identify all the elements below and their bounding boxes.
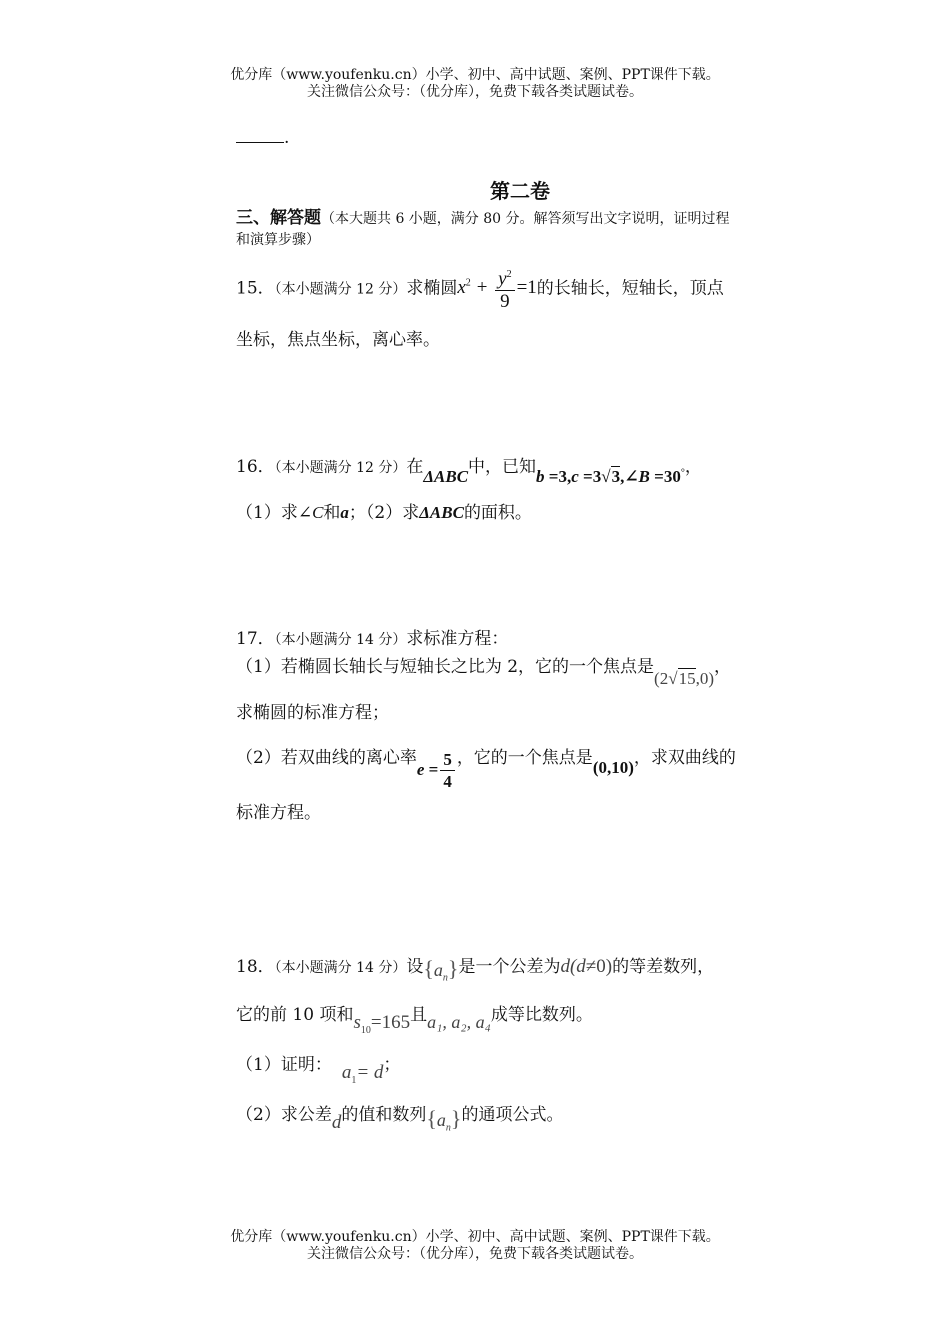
formula-x: x <box>457 277 466 299</box>
q16-parts <box>236 498 532 523</box>
given-b: b <box>536 467 545 486</box>
q18-text-b: 是一个公差为 <box>458 957 561 977</box>
section-note-2: 和演算步骤） <box>236 232 320 248</box>
q17-text: 求标准方程： <box>406 629 509 649</box>
q16-part1-b: 和 <box>323 503 341 523</box>
given-30: 30 <box>663 467 681 486</box>
q16-part1-a: （1）求 <box>236 503 298 523</box>
q18-text-a: 设 <box>406 957 424 977</box>
p1-expr-b: = d <box>356 1062 384 1083</box>
formula-num: y <box>498 268 507 290</box>
question-18 <box>236 952 715 984</box>
given-3a: 3, <box>558 467 572 486</box>
q15-text-b: 的长轴长，短轴长，顶点 <box>536 278 724 299</box>
q18-points: （本小题满分 14 分） <box>274 960 407 976</box>
q17-p2-line-2: 标准方程。 <box>236 803 321 823</box>
footer-line-2: 关注微信公众号：（优分库），免费下载各类试题试卷。 <box>307 1246 643 1262</box>
q16-given: b =3,c =3√3,∠B =30° <box>536 467 685 486</box>
q18-number: 18． <box>236 957 275 977</box>
q18-line2-c: 成等比数列。 <box>490 1005 593 1025</box>
volume-title: 第二卷 <box>490 179 550 203</box>
q15-text-a: 求椭圆 <box>406 278 458 299</box>
eccentricity-formula: e = $\frac{5}{4}$ <box>417 760 457 779</box>
p1-expr-sub: 1 <box>351 1074 357 1086</box>
q18-line2-a: 它的前 10 项和 <box>236 1005 354 1025</box>
q18-p2-text-c: 的通项公式。 <box>461 1105 564 1125</box>
formula-fraction: $\frac{y^2}{9}$ <box>495 265 514 312</box>
d-expr-a: d(d <box>560 956 586 977</box>
q18-text-c: 的等差数列， <box>612 957 715 977</box>
s-var: s <box>353 1012 361 1033</box>
q18-p1-end: ； <box>383 1055 401 1075</box>
d-condition <box>560 956 612 977</box>
footer-line-1: 优分库（www.youfenku.cn）小学、初中、高中试题、案例、PPT课件下载。 <box>230 1229 720 1245</box>
section-note-1: （本大题共 6 小题，满分 80 分。解答须写出文字说明，证明过程 <box>321 211 730 227</box>
q16-points: （本小题满分 12 分） <box>274 460 407 476</box>
q17-points: （本小题满分 14 分） <box>274 632 407 648</box>
given-degree: ° <box>680 467 685 479</box>
sum-formula <box>353 1012 411 1036</box>
seq2-a: a <box>436 1110 446 1130</box>
given-3b: 3 <box>592 467 602 486</box>
formula-den: 9 <box>500 290 510 312</box>
seq2-sub: n <box>445 1122 451 1134</box>
given-c: c <box>571 467 579 486</box>
page-header <box>0 67 950 101</box>
focus-b: ,0) <box>695 669 714 688</box>
p1-expr-a: a <box>341 1062 352 1083</box>
q17-p2-text-a: （2）若双曲线的离心率 <box>236 748 417 768</box>
blank-period: . <box>284 128 290 148</box>
ellipse-formula: $x^2$ + $\frac{y^2}{9}$ =1 <box>457 277 536 298</box>
question-17 <box>236 624 508 649</box>
question-16 <box>236 452 702 486</box>
q16-comma: ， <box>684 457 702 477</box>
q16-number: 16． <box>236 457 275 477</box>
s-val: =165 <box>370 1012 411 1033</box>
q18-part-2 <box>236 1100 564 1134</box>
q18-p2-d: d <box>331 1112 342 1133</box>
q16-angle-c: ∠C <box>297 503 324 522</box>
q16-triangle: ΔABC <box>423 467 469 486</box>
header-line-2: 关注微信公众号：（优分库），免费下载各类试题试卷。 <box>307 84 643 100</box>
q17-part-1 <box>236 652 731 688</box>
formula-rhs: 1 <box>527 277 537 299</box>
q17-focus: (2√15,0) <box>654 669 714 688</box>
q18-line-2 <box>236 1000 593 1036</box>
header-line-1: 优分库（www.youfenku.cn）小学、初中、高中试题、案例、PPT课件下载。 <box>230 67 720 83</box>
q15-line-2: 坐标，焦点坐标，离心率。 <box>236 330 440 350</box>
section-heading-line <box>236 203 730 228</box>
q15-points: （本小题满分 12 分） <box>274 281 407 298</box>
focus-sqrt: 15 <box>678 669 696 688</box>
q16-part1-c: ；（2）求 <box>348 503 420 523</box>
q17-p1-line-2: 求椭圆的标准方程； <box>236 703 389 723</box>
q17-number: 17． <box>236 629 275 649</box>
q17-part-2 <box>236 736 736 791</box>
q17-p1-comma: ， <box>713 657 731 677</box>
q18-p2-text-a: （2）求公差 <box>236 1105 332 1125</box>
given-sqrt: 3 <box>611 467 621 486</box>
given-angle: ∠B <box>624 467 650 486</box>
s-sub: 10 <box>360 1024 371 1036</box>
q18-line2-b: 且 <box>410 1005 428 1025</box>
sequence-an: $\{a_n\}$ <box>423 956 459 984</box>
q18-p1-text: （1）证明： <box>236 1055 332 1075</box>
q17-p2-text-c: ，求双曲线的 <box>633 748 736 768</box>
q17-p2-focus: (0,10) <box>592 758 634 777</box>
seq-a: a <box>433 960 443 980</box>
section-heading: 三、解答题 <box>236 208 321 228</box>
page-footer <box>0 1229 950 1263</box>
e-den: 4 <box>443 771 452 791</box>
q17-p1-text: （1）若椭圆长轴长与短轴长之比为 2，它的一个焦点是 <box>236 657 655 677</box>
seq-sub: n <box>442 972 448 984</box>
d-expr-b: ≠0) <box>585 956 613 977</box>
q16-triangle-2: ΔABC <box>419 503 464 522</box>
e-var: e <box>416 760 425 779</box>
q18-part-1 <box>236 1050 401 1086</box>
q18-p1-expr <box>341 1062 384 1086</box>
q16-text-b: 中，已知 <box>468 457 537 477</box>
q15-number: 15． <box>236 278 275 299</box>
geometric-terms: a₁, a₂, a₄ <box>427 1012 491 1032</box>
e-num: 5 <box>440 750 455 771</box>
q18-p2-text-b: 的值和数列 <box>341 1105 427 1125</box>
sequence-an-2: $\{a_n\}$ <box>426 1106 462 1134</box>
question-15 <box>236 262 724 313</box>
e-fraction <box>440 750 455 793</box>
q17-p2-text-b: ，它的一个焦点是 <box>456 748 593 768</box>
q16-var-a: a <box>340 503 349 522</box>
q16-text-a: 在 <box>406 457 424 477</box>
blank-line <box>236 128 284 143</box>
focus-a: (2 <box>654 669 669 688</box>
q16-part2: 的面积。 <box>463 503 532 523</box>
answer-blank <box>236 128 289 148</box>
